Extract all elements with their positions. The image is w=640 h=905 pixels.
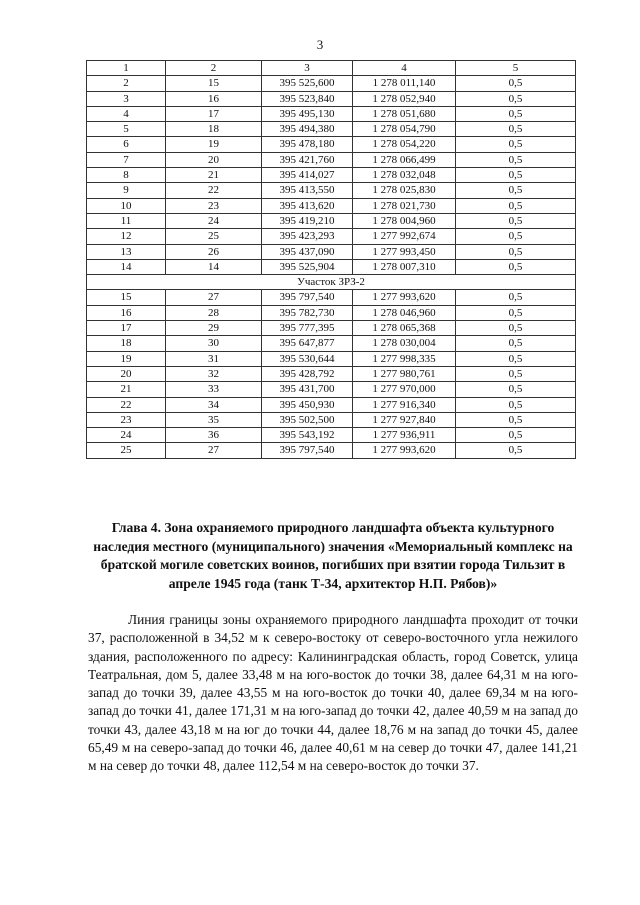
table-cell: 1 277 992,674	[353, 229, 456, 244]
table-cell: 19	[166, 137, 262, 152]
table-cell: 34	[166, 397, 262, 412]
chapter-heading: Глава 4. Зона охраняемого природного ландшафта объекта культурного наследия местного (муниципального) значения «Мемориальный комплекс на братской могиле советских воинов, погибших при взятии города Тильзит в апреле 1945 года (танк Т-34, архитектор Н.П. Рябов)»	[93, 520, 573, 591]
table-cell: 1 278 011,140	[353, 76, 456, 91]
table-row	[87, 229, 576, 244]
table-cell: 5	[456, 61, 576, 76]
table-cell: 22	[166, 183, 262, 198]
table-cell: 1 277 993,450	[353, 244, 456, 259]
table-cell: 24	[166, 213, 262, 228]
table-cell: 0,5	[456, 366, 576, 381]
table-cell: 0,5	[456, 351, 576, 366]
table-cell: 28	[166, 305, 262, 320]
table-cell: 23	[87, 412, 166, 427]
table-cell: 20	[87, 366, 166, 381]
table-row	[87, 366, 576, 381]
table-row	[87, 213, 576, 228]
table-cell: 17	[166, 106, 262, 121]
table-cell: 29	[166, 321, 262, 336]
table-cell: 0,5	[456, 76, 576, 91]
table-cell: 1 278 004,960	[353, 213, 456, 228]
table-cell: 0,5	[456, 412, 576, 427]
table-row	[87, 106, 576, 121]
table-cell: 395 494,380	[262, 122, 353, 137]
table-cell: 395 413,550	[262, 183, 353, 198]
table-cell: 24	[87, 428, 166, 443]
table-cell: 0,5	[456, 168, 576, 183]
table-cell: 1 278 066,499	[353, 152, 456, 167]
table-cell: 14	[166, 259, 262, 274]
table-cell: 20	[166, 152, 262, 167]
table-cell: 0,5	[456, 213, 576, 228]
table-cell: 395 502,500	[262, 412, 353, 427]
table-cell: 395 647,877	[262, 336, 353, 351]
table-row	[87, 351, 576, 366]
table-cell: 395 423,293	[262, 229, 353, 244]
table-row	[87, 382, 576, 397]
table-row	[87, 244, 576, 259]
table-cell: 11	[87, 213, 166, 228]
table-cell: 2	[166, 61, 262, 76]
table-cell: 2	[87, 76, 166, 91]
table-cell: 395 523,840	[262, 91, 353, 106]
table-cell: 16	[87, 305, 166, 320]
table-cell: 15	[87, 290, 166, 305]
table-cell: 395 437,090	[262, 244, 353, 259]
table-cell: 12	[87, 229, 166, 244]
table-cell: 9	[87, 183, 166, 198]
table-cell: 1 278 065,368	[353, 321, 456, 336]
table-cell: 21	[87, 382, 166, 397]
table-cell: 395 431,700	[262, 382, 353, 397]
table-cell: 16	[166, 91, 262, 106]
table-cell: 395 530,644	[262, 351, 353, 366]
table-row	[87, 259, 576, 274]
table-cell: 395 525,904	[262, 259, 353, 274]
table-cell: 0,5	[456, 91, 576, 106]
table-cell: 4	[353, 61, 456, 76]
table-cell: 0,5	[456, 428, 576, 443]
table-cell: 4	[87, 106, 166, 121]
table-row	[87, 305, 576, 320]
table-row	[87, 412, 576, 427]
table-row	[87, 137, 576, 152]
table-cell: 25	[166, 229, 262, 244]
section-label: Участок ЗРЗ-2	[87, 275, 576, 290]
table-cell: 1 277 993,620	[353, 443, 456, 458]
table-cell: 18	[166, 122, 262, 137]
table-cell: 395 421,760	[262, 152, 353, 167]
table-cell: 6	[87, 137, 166, 152]
table-cell: 17	[87, 321, 166, 336]
table-row	[87, 183, 576, 198]
table-cell: 395 495,130	[262, 106, 353, 121]
table-cell: 395 413,620	[262, 198, 353, 213]
table-cell: 26	[166, 244, 262, 259]
table-cell: 0,5	[456, 336, 576, 351]
table-cell: 0,5	[456, 229, 576, 244]
table-cell: 1 278 007,310	[353, 259, 456, 274]
table-cell: 395 797,540	[262, 290, 353, 305]
table-cell: 33	[166, 382, 262, 397]
table-cell: 27	[166, 290, 262, 305]
table-cell: 18	[87, 336, 166, 351]
coordinates-table-body	[87, 61, 576, 459]
table-cell: 1 278 052,940	[353, 91, 456, 106]
table-cell: 0,5	[456, 443, 576, 458]
table-cell: 13	[87, 244, 166, 259]
table-cell: 14	[87, 259, 166, 274]
table-cell: 1 277 970,000	[353, 382, 456, 397]
table-cell: 0,5	[456, 305, 576, 320]
table-cell: 32	[166, 366, 262, 381]
table-cell: 1 277 993,620	[353, 290, 456, 305]
table-row	[87, 122, 576, 137]
table-cell: 0,5	[456, 122, 576, 137]
table-cell: 27	[166, 443, 262, 458]
table-cell: 0,5	[456, 183, 576, 198]
table-cell: 1 277 936,911	[353, 428, 456, 443]
table-cell: 0,5	[456, 259, 576, 274]
table-cell: 7	[87, 152, 166, 167]
table-cell: 1 278 046,960	[353, 305, 456, 320]
table-cell: 1 278 051,680	[353, 106, 456, 121]
table-row	[87, 428, 576, 443]
table-cell: 395 777,395	[262, 321, 353, 336]
table-cell: 395 478,180	[262, 137, 353, 152]
table-cell: 395 797,540	[262, 443, 353, 458]
table-cell: 3	[262, 61, 353, 76]
table-cell: 1 277 927,840	[353, 412, 456, 427]
table-cell: 1 277 998,335	[353, 351, 456, 366]
table-row	[87, 443, 576, 458]
table-cell: 22	[87, 397, 166, 412]
table-cell: 395 525,600	[262, 76, 353, 91]
table-cell: 0,5	[456, 290, 576, 305]
table-cell: 0,5	[456, 397, 576, 412]
table-cell: 1 277 916,340	[353, 397, 456, 412]
table-header-row	[87, 61, 576, 76]
table-cell: 5	[87, 122, 166, 137]
table-cell: 35	[166, 412, 262, 427]
table-cell: 395 414,027	[262, 168, 353, 183]
table-cell: 1 278 054,220	[353, 137, 456, 152]
table-cell: 1 278 030,004	[353, 336, 456, 351]
boundary-description: Линия границы зоны охраняемого природного ландшафта проходит от точки 37, расположенной в 34,52 м к северо-востоку от северо-восточного угла нежилого здания, расположенного по адресу: Калининградская область, город Советск, улица Театральная, дом 5, далее 33,48 м на юго-восток до точки 38, далее 64,31 м на юго-запад до точки 39, далее 43,55 м на юго-восток до точки 40, далее 69,34 м на юго-запад до точки 41, далее 171,31 м на юго-запад до точки 42, далее 40,59 м на запад до точки 43, далее 43,18 м на юг до точки 44, далее 18,76 м на запад до точки 45, далее 65,49 м на северо-запад до точки 46, далее 40,61 м на север до точки 47, далее 141,21 м на север до точки 48, далее 112,54 м на северо-восток до точки 37.	[88, 612, 578, 774]
table-row	[87, 336, 576, 351]
table-cell: 395 428,792	[262, 366, 353, 381]
table-row	[87, 321, 576, 336]
table-cell: 0,5	[456, 106, 576, 121]
table-cell: 8	[87, 168, 166, 183]
table-cell: 0,5	[456, 198, 576, 213]
table-cell: 23	[166, 198, 262, 213]
table-row	[87, 290, 576, 305]
table-cell: 395 543,192	[262, 428, 353, 443]
table-cell: 3	[87, 91, 166, 106]
table-cell: 0,5	[456, 382, 576, 397]
table-cell: 395 419,210	[262, 213, 353, 228]
table-cell: 395 782,730	[262, 305, 353, 320]
table-cell: 1	[87, 61, 166, 76]
table-cell: 19	[87, 351, 166, 366]
table-cell: 1 277 980,761	[353, 366, 456, 381]
coordinates-table	[86, 60, 576, 459]
table-row	[87, 91, 576, 106]
section-row	[87, 275, 576, 290]
table-row	[87, 397, 576, 412]
table-cell: 15	[166, 76, 262, 91]
table-cell: 1 278 021,730	[353, 198, 456, 213]
table-row	[87, 76, 576, 91]
table-row	[87, 198, 576, 213]
table-cell: 1 278 025,830	[353, 183, 456, 198]
table-row	[87, 168, 576, 183]
table-cell: 31	[166, 351, 262, 366]
table-cell: 36	[166, 428, 262, 443]
table-cell: 30	[166, 336, 262, 351]
table-cell: 0,5	[456, 244, 576, 259]
table-cell: 25	[87, 443, 166, 458]
table-cell: 21	[166, 168, 262, 183]
table-cell: 0,5	[456, 152, 576, 167]
table-cell: 1 278 032,048	[353, 168, 456, 183]
table-row	[87, 152, 576, 167]
table-cell: 0,5	[456, 137, 576, 152]
page-number: 3	[316, 37, 324, 52]
table-cell: 395 450,930	[262, 397, 353, 412]
table-cell: 1 278 054,790	[353, 122, 456, 137]
table-cell: 10	[87, 198, 166, 213]
table-cell: 0,5	[456, 321, 576, 336]
